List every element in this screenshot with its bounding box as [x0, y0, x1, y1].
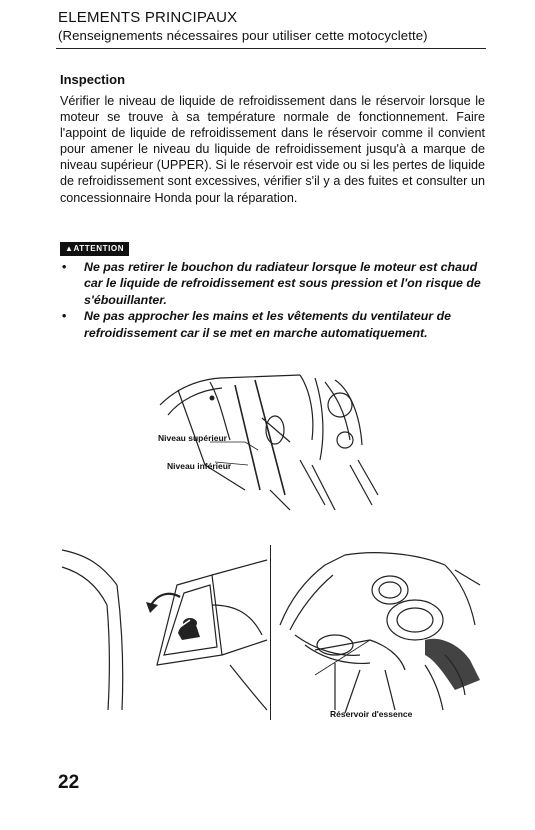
warning-badge: ▲ATTENTION [60, 242, 129, 256]
page-number: 22 [58, 772, 80, 793]
bullet-icon: • [62, 260, 67, 274]
warning-text: Ne pas retirer le bouchon du radiateur lorsque le moteur est chaud car le liquide de refroidissement est sous pression et l'on risque de s'ébouillanter. [84, 260, 481, 307]
inspection-heading: Inspection [60, 72, 126, 87]
lower-level-label: Niveau inférieur [167, 461, 232, 471]
section-subtitle: (Renseignements nécessaires pour utiliser cette motocyclette) [58, 28, 428, 43]
warning-item [60, 259, 485, 308]
warning-text: Ne pas approcher les mains et les vêtements du ventilateur de refroidissement car il se met en marche automatiquement. [84, 309, 452, 340]
access-cover-illustration [62, 545, 267, 715]
figure-divider [270, 545, 271, 720]
inspection-paragraph: Vérifier le niveau de liquide de refroidissement dans le réservoir lorsque le moteur se trouve à sa température normale de fonctionnement. Faire l'appoint de liquide de refroidissement dans le réservoir comme il convient pour amener le niveau du liquide de refroidissement jusqu'à a marque de niveau supérieur (UPPER). Si le réservoir est vide ou si les pertes de liquide de refroidissement sont excessives, vérifier s'il y a des fuites et consulter un concessionnaire Honda pour la réparation. [60, 94, 485, 205]
header-divider [56, 48, 486, 49]
section-title: ELEMENTS PRINCIPAUX [58, 9, 238, 26]
fuel-tank-label: Réservoir d'essence [330, 709, 413, 719]
fuel-tank-illustration [275, 545, 485, 715]
bullet-icon: • [62, 309, 67, 324]
warning-list [60, 259, 485, 341]
warning-item [60, 308, 485, 341]
upper-level-label: Niveau supérieur [158, 433, 227, 443]
